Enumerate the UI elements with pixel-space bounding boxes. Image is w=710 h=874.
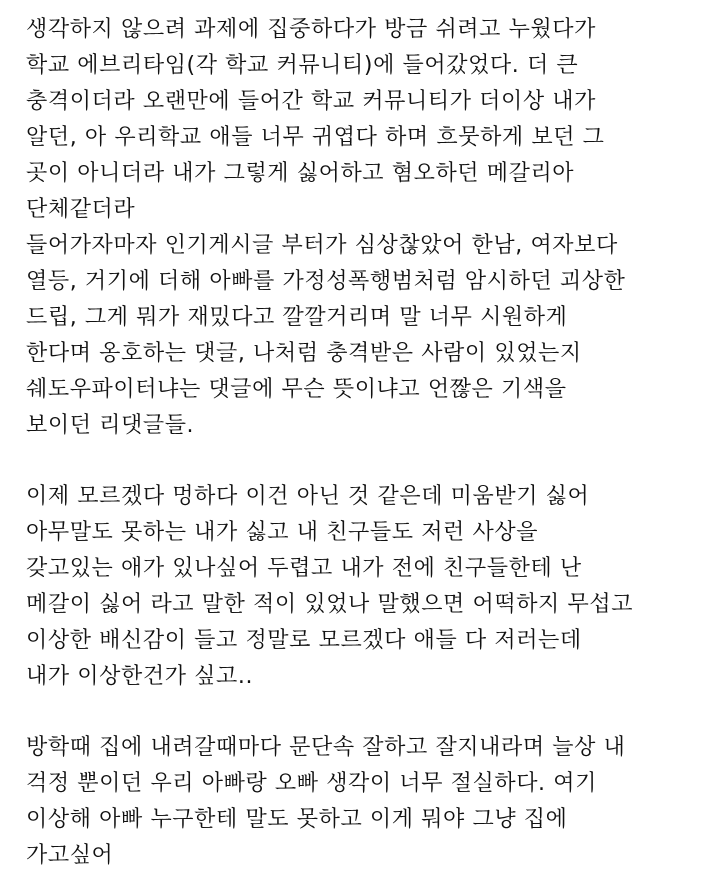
text-line: 열등, 거기에 더해 아빠를 가정성폭행범처럼 암시하던 괴상한	[26, 269, 626, 294]
text-line: 알던, 아 우리학교 애들 너무 귀엽다 하며 흐뭇하게 보던 그	[26, 125, 605, 150]
text-line: 쉐도우파이터냐는 댓글에 무슨 뜻이냐고 언짢은 기색을	[26, 377, 567, 402]
post-body	[26, 12, 702, 874]
text-line: 드립, 그게 뭐가 재밌다고 깔깔거리며 말 너무 시원하게	[26, 305, 568, 330]
text-line: 이상한 배신감이 들고 정말로 모르겠다 애들 다 저러는데	[26, 628, 582, 653]
text-line: 들어가자마자 인기게시글 부터가 심상찮았어 한남, 여자보다	[26, 233, 618, 258]
text-line: 학교 에브리타임(각 학교 커뮤니티)에 들어갔었다. 더 큰	[26, 53, 579, 78]
text-line: 이제 모르겠다 멍하다 이건 아닌 것 같은데 미움받기 싫어	[26, 484, 590, 509]
text-line: 한다며 옹호하는 댓글, 나처럼 충격받은 사람이 있었는지	[26, 341, 582, 366]
paragraph-2	[26, 479, 702, 695]
text-line: 곳이 아니더라 내가 그렇게 싫어하고 혐오하던 메갈리아	[26, 161, 575, 186]
text-line: 생각하지 않으려 과제에 집중하다가 방금 쉬려고 누웠다가	[26, 17, 597, 42]
text-line: 갖고있는 애가 있나싶어 두렵고 내가 전에 친구들한테 난	[26, 556, 582, 581]
text-line: 방학때 집에 내려갈때마다 문단속 잘하고 잘지내라며 늘상 내	[26, 735, 626, 760]
paragraph-1	[26, 12, 702, 444]
text-line: 이상해 아빠 누구한테 말도 못하고 이게 뭐야 그냥 집에	[26, 807, 568, 832]
text-line: 아무말도 못하는 내가 싫고 내 친구들도 저런 사상을	[26, 520, 539, 545]
text-line: 단체같더라	[26, 197, 136, 222]
text-line: 충격이더라 오랜만에 들어간 학교 커뮤니티가 더이상 내가	[26, 89, 597, 114]
paragraph-3	[26, 730, 702, 874]
text-line: 걱정 뿐이던 우리 아빠랑 오빠 생각이 너무 절실하다. 여기	[26, 771, 597, 796]
paragraph-gap	[26, 695, 702, 730]
text-line: 가고싶어	[26, 843, 114, 868]
paragraph-gap	[26, 444, 702, 479]
text-line: 메갈이 싫어 라고 말한 적이 있었나 말했으면 어떡하지 무섭고	[26, 592, 634, 617]
text-line: 보이던 리댓글들.	[26, 413, 195, 438]
text-line: 내가 이상한건가 싶고..	[26, 664, 254, 689]
